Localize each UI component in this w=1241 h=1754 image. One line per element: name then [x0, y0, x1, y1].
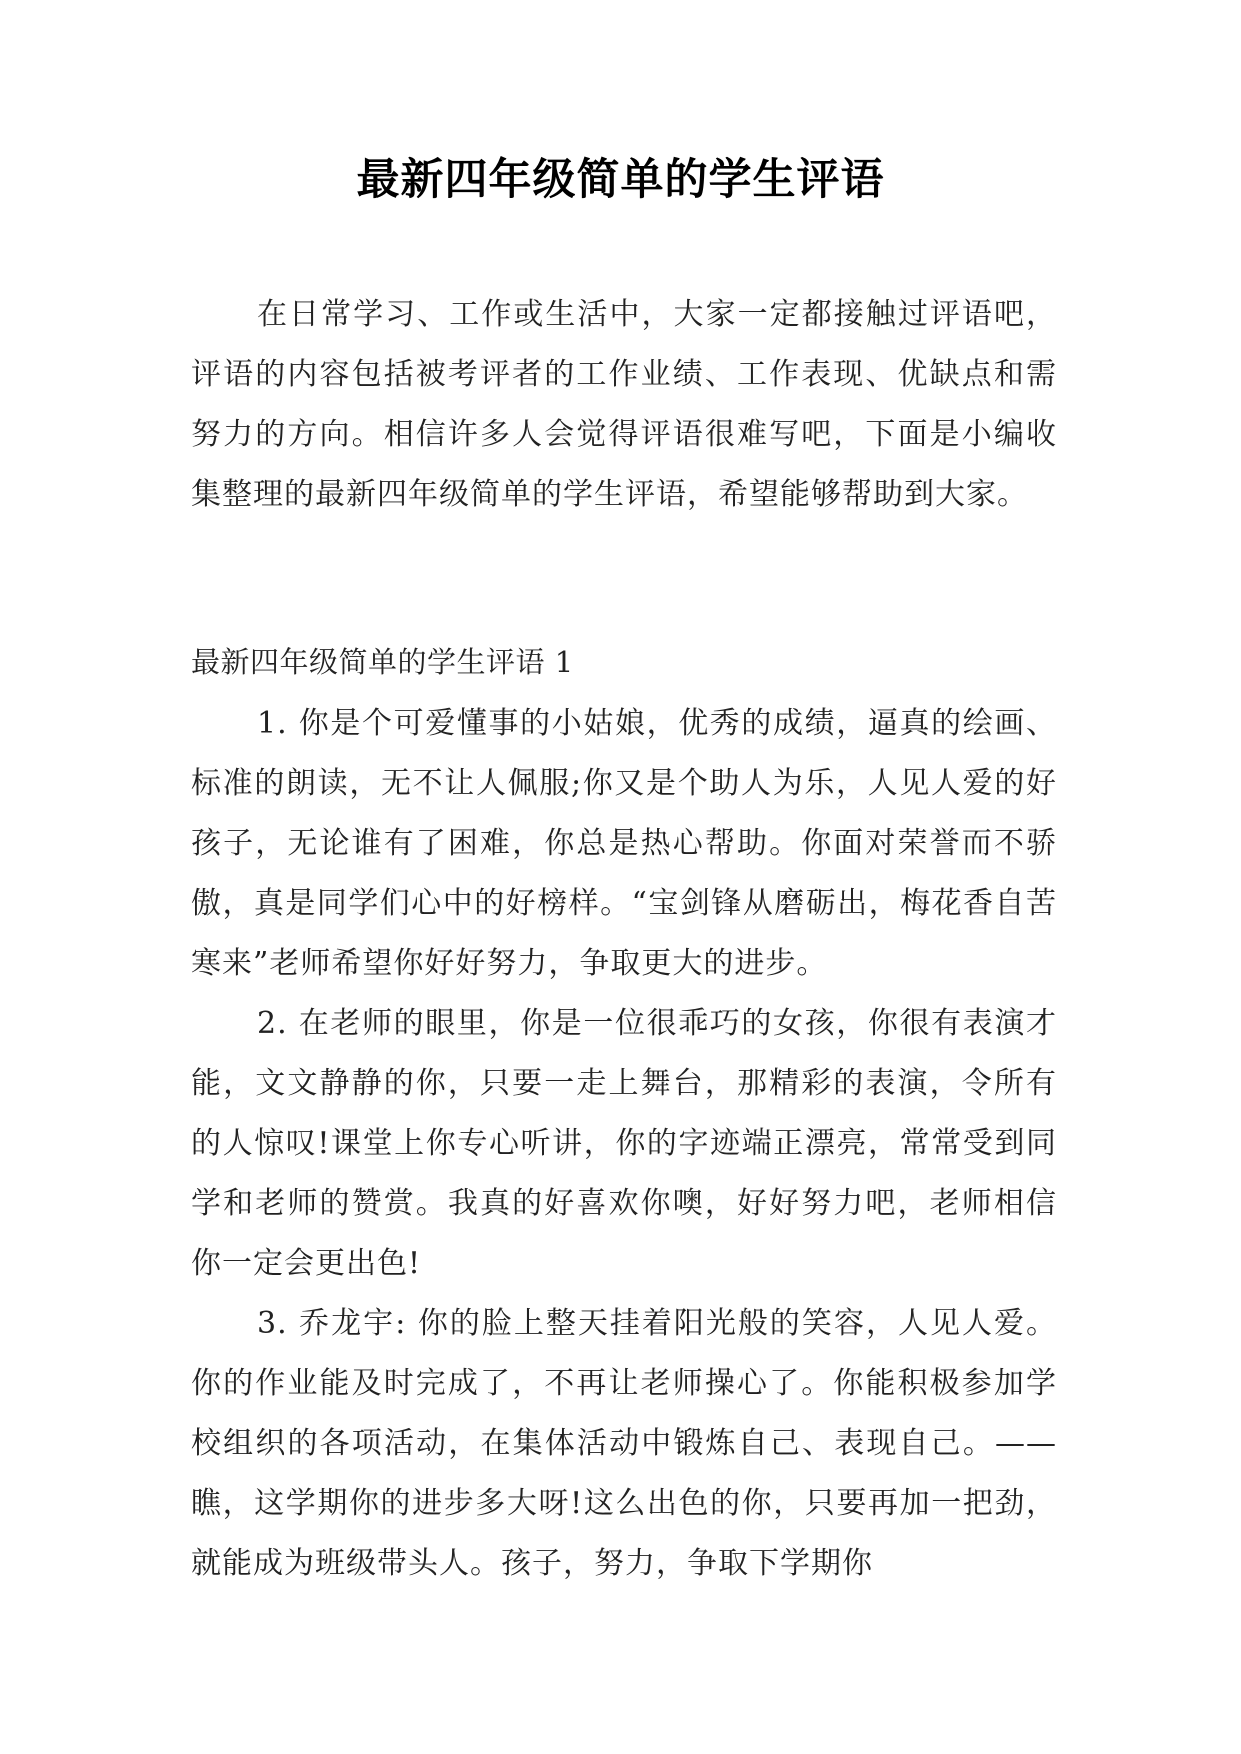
comment-item-3: 3. 乔龙宇: 你的脸上整天挂着阳光般的笑容，人见人爱。你的作业能及时完成了，不再让老师操心了。你能积极参加学校组织的各项活动，在集体活动中锻炼自己、表现自己。——瞧，这学期你的进步多大呀!这么出色的你，只要再加一把劲，就能成为班级带头人。孩子，努力，争取下学期你 [191, 1306, 1057, 1581]
comment-item-2: 2. 在老师的眼里，你是一位很乖巧的女孩，你很有表演才能，文文静静的你，只要一走上舞台，那精彩的表演，令所有的人惊叹!课堂上你专心听讲，你的字迹端正漂亮，常常受到同学和老师的赞赏。我真的好喜欢你噢，好好努力吧，老师相信你一定会更出色! [191, 1006, 1057, 1281]
document-title: 最新四年级简单的学生评语 [356, 155, 885, 205]
comment-list [191, 694, 1057, 1594]
intro-paragraph: 在日常学习、工作或生活中，大家一定都接触过评语吧，评语的内容包括被考评者的工作业绩、工作表现、优缺点和需努力的方向。相信许多人会觉得评语很难写吧，下面是小编收集整理的最新四年级简单的学生评语，希望能够帮助到大家。 [191, 297, 1057, 512]
section-heading: 最新四年级简单的学生评语 1 [191, 645, 574, 679]
comment-item-1: 1. 你是个可爱懂事的小姑娘，优秀的成绩，逼真的绘画、标准的朗读，无不让人佩服;你又是个助人为乐，人见人爱的好孩子，无论谁有了困难，你总是热心帮助。你面对荣誉而不骄傲，真是同学们心中的好榜样。“宝剑锋从磨砺出，梅花香自苦寒来”老师希望你好好努力，争取更大的进步。 [191, 706, 1057, 981]
